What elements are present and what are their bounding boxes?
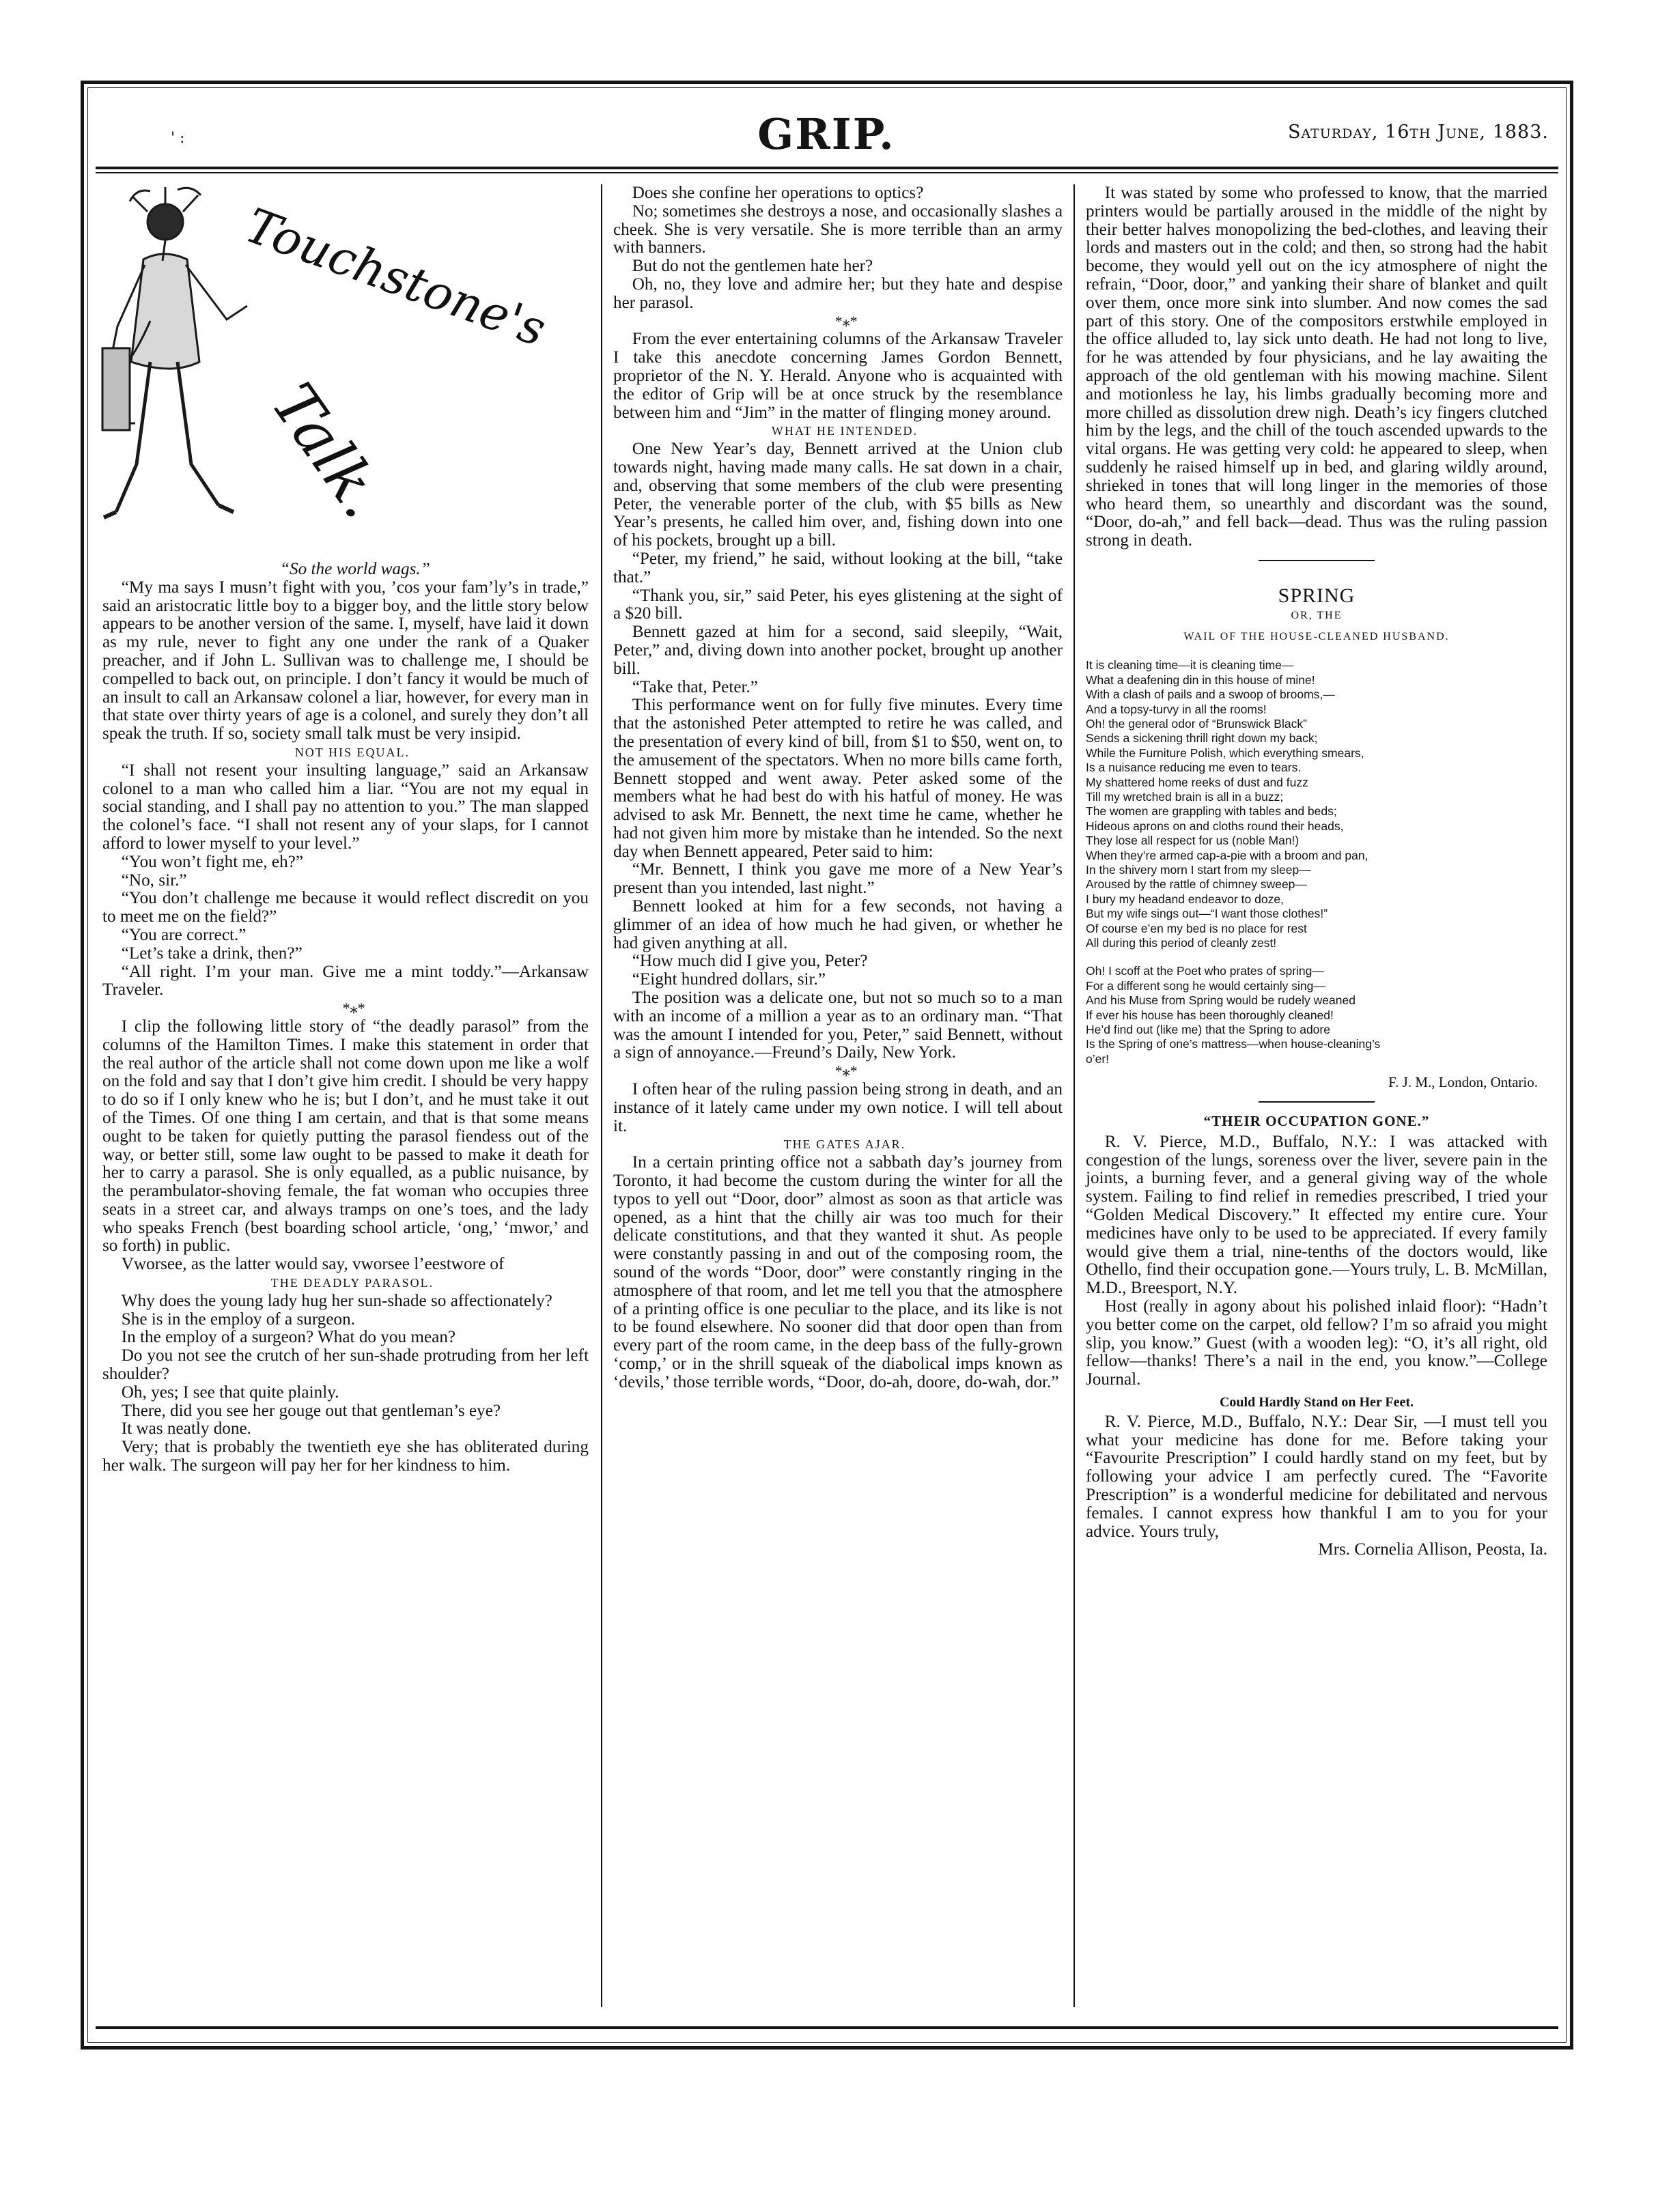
jester-figure-icon [102, 184, 554, 556]
poem-line: Oh! I scoff at the Poet who prates of spring— [1086, 964, 1324, 978]
poem-stanza [1086, 964, 1547, 1066]
masthead-marks: ' : [171, 130, 185, 147]
section-rule [1259, 1101, 1375, 1103]
poem-line: When they’re armed cap-a-pie with a broom and pan, [1086, 848, 1368, 862]
poem-line: Aroused by the rattle of chimney sweep— [1086, 877, 1307, 892]
advertisement-body: R. V. Pierce, M.D., Buffalo, N.Y.: I was attacked with congestion of the lungs, soreness over the liver, severe pain in the joints, a burning fever, and a general giving way of the whole system. Failing to find relief in remedies prescribed, I tried your “Golden Medical Discovery.” It effected my entire cure. Your medicines have only to be used to be appreciated. If every family would give them a trial, nine-tenths of the doctors would, like Othello, find their occupation gone.—Yours truly, L. B. McMillan, M.D., Breesport, N.Y. [1086, 1132, 1547, 1298]
paragraph: “You don’t challenge me because it would reflect discredit on you to meet me on the field?” [102, 889, 589, 926]
poem-line: For a different song he would certainly sing— [1086, 978, 1325, 993]
paragraph: It was stated by some who professed to know, that the married printers would be partially aroused in the middle of the night by their better halves monopolizing the bed-clothes, and leaving their lords and masters out in the cold; and then, so strong had the habit become, they would yell out on the icy atmosphere of night the refrain, “Door, door,” and yanking their share of blanket and quilt over them, once more sink into slumber. And now comes the sad part of this story. One of the compositors erstwhile employed in the office alluded to, lay sick unto death. He had not long to live, for he was attended by four physicians, and he lay awaiting the approach of the old gentleman with his mowing machine. Silent and motionless he lay, his limbs gradually becoming more and more chilled as dissolution drew nigh. Death’s icy fingers clutched him by the legs, and the chill of the touch ascended upwards to the vital organs. He was getting very cold: he appeared to sleep, when suddenly he raised himself up in bed, and glaring wildly around, shrieked in tones that will long linger in the memories of those who heard them, so unearthly and discordant was the sound, “Door, do-ah,” and fell back—dead. Thus was the ruling passion strong in death. [1086, 184, 1547, 550]
paragraph: In a certain printing office not a sabbath day’s journey from Toronto, it had become the custom during the winter for all the typos to yell out “Door, door” almost as soon as that article was opened, as a hint that the chilly air was too much for their delicate constitutions, and that they wanted it shut. As people were constantly passing in and out of the composing room, the sound of the words “Door, door” were constantly ringing in the atmosphere of that room, and let me tell you that the atmosphere of a printing office is one peculiar to the place, and its like is not to be found elsewhere. No sooner did that door open than from every part of the room came, in the deep bass of the fully-grown ‘comp,’ or in the shrill squeak of the diabolical imps known as ‘devils,’ those terrible words, “Door, do-ah, doore, do-wah, dor.” [613, 1153, 1063, 1391]
paragraph: “Mr. Bennett, I think you gave me more of a New Year’s present than you intended, last night.” [613, 860, 1063, 898]
paragraph: “I shall not resent your insulting language,” said an Arkansaw colonel to a man who called him a liar. “You are not my equal in social standing, and I shall pay no attention to you.” The man slapped the colonel’s face. “I shall not resent any of your slaps, for I cannot afford to lower myself to your level.” [102, 761, 589, 853]
poem-line: I bury my headand endeavor to doze, [1086, 892, 1284, 906]
paragraph: In the employ of a surgeon? What do you mean? [121, 1328, 456, 1347]
poem-line: If ever his house has been thoroughly cleaned! [1086, 1008, 1334, 1022]
paragraph: Does she confine her operations to optics? [632, 184, 924, 202]
svg-text:Talk.: Talk. [257, 370, 399, 531]
bottom-rule [96, 2026, 1558, 2029]
advertisement-body: R. V. Pierce, M.D., Buffalo, N.Y.: Dear Sir, —I must tell you what your medicine has done for me. Before taking your “Favourite Prescription” I could hardly stand on my feet, but by following your advice I am perfectly cured. The “Favorite Prescription” is a wonderful medicine for debilitated and nervous females. I cannot express how thankful I am to you for your advice. Yours truly, [1086, 1412, 1547, 1541]
poem-subtitle: WAIL OF THE HOUSE-CLEANED HUSBAND. [1183, 630, 1450, 642]
masthead-rule [96, 167, 1558, 169]
svg-text:Touchstone's: Touchstone's [238, 197, 554, 358]
paragraph: “Let’s take a drink, then?” [121, 944, 303, 963]
poem-line: o’er! [1086, 1051, 1110, 1066]
subheading: WHAT HE INTENDED. [771, 424, 918, 438]
paragraph: I often hear of the ruling passion being strong in death, and an instance of it lately came under my own notice. I will tell about it. [613, 1080, 1063, 1135]
section-rule [1259, 560, 1375, 561]
paragraph: “My ma says I musn’t fight with you, ’cos your fam’ly’s in trade,” said an aristocratic little boy to a bigger boy, and the little story below appears to be another version of the same. I, myself, have laid it down as my rule, never to fight any one under the rank of a Quaker preacher, and if John L. Sullivan was to challenge me, I should be compelled to back out, on principle. I don’t fancy it would be much of an insult to call an Arkansaw colonel a liar, however, for every man in that state over thirty years of age is a colonel, and surely they don’t all speak the truth. If so, society small talk must be very insipid. [102, 578, 589, 743]
subheading: THE GATES AJAR. [783, 1137, 906, 1152]
masthead-date: Saturday, 16th June, 1883. [1287, 122, 1549, 143]
paragraph: One New Year’s day, Bennett arrived at the Union club towards night, having made many calls. He sat down in a chair, and, observing that some members of the club were presenting Peter, the venerable porter of the club, with $5 bills as New Year’s presents, he called him over, and, fishing down into one of his pockets, brought up a bill. [613, 440, 1063, 550]
paragraph: Why does the young lady hug her sun-shade so affectionately? [121, 1291, 552, 1310]
paragraph: “All right. I’m your man. Give me a mint toddy.”—Arkansaw Traveler. [102, 962, 589, 999]
poem-line: With a clash of pails and a swoop of brooms,— [1086, 687, 1335, 702]
paragraph: She is in the employ of a surgeon. [121, 1309, 356, 1329]
poem-line: And a topsy-turvy in all the rooms! [1086, 702, 1267, 716]
poem-line: Hideous aprons on and cloths round their heads, [1086, 819, 1344, 833]
poem-line: In the shivery morn I start from my sleep— [1086, 863, 1311, 877]
paragraph: It was neatly done. [121, 1419, 251, 1438]
section-divider-stars: *⁎* [834, 1062, 858, 1080]
poem-line: Is a nuisance reducing me even to tears. [1086, 761, 1302, 775]
paragraph: Do you not see the crutch of her sun-shade protruding from her left shoulder? [102, 1346, 589, 1384]
poem-line: They lose all respect for us (noble Man!) [1086, 834, 1300, 848]
poem-line: Till my wretched brain is all in a buzz; [1086, 789, 1284, 804]
advertisement-signature: Mrs. Cornelia Allison, Peosta, Ia. [1318, 1540, 1547, 1559]
subheading: NOT HIS EQUAL. [294, 745, 410, 759]
advertisement-heading: “THEIR OCCUPATION GONE.” [1203, 1113, 1430, 1130]
masthead [96, 109, 1557, 164]
poem-line: And his Muse from Spring would be rudely weaned [1086, 993, 1356, 1008]
section-divider-stars: *⁎* [834, 312, 858, 330]
poem-line: All during this period of cleanly zest! [1086, 936, 1277, 950]
paragraph: There, did you see her gouge out that gentleman’s eye? [121, 1401, 501, 1420]
paragraph: Oh, yes; I see that quite plainly. [121, 1382, 339, 1402]
poem-line: While the Furniture Polish, which everything smears, [1086, 746, 1364, 760]
poem-line: Oh! the general odor of “Brunswick Black” [1086, 716, 1307, 731]
illustration-caption: “So the world wags.” [279, 560, 430, 578]
column-2 [613, 184, 1063, 2021]
paragraph: This performance went on for fully five minutes. Every time that the astonished Peter attempted to retire he was called, and the presentation of every kind of bill, from $1 to $50, went on, to the amusement of the spectators. When no more bills came forth, Bennett stopped and went away. Peter asked some of the members what he had best do with his hatful of money. He was advised to ask Mr. Bennett, the next time he came, whether he had not given him more by mistake than he intended. So the next day when Bennett appeared, Peter said to him: [613, 696, 1063, 861]
column-divider [601, 184, 602, 2007]
column-3 [1086, 184, 1547, 2021]
paragraph: Bennett looked at him for a few seconds, not having a glimmer of an idea of how much he had given, or whether he had given anything at all. [613, 897, 1063, 952]
paragraph: Host (really in agony about his polished inlaid floor): “Hadn’t you better come on the carpet, old fellow? I’m so afraid you might slip, you know.” Guest (with a wooden leg): “O, it’s all right, old fellow—thanks! There’s a nail in the end, you know.”—College Journal. [1086, 1297, 1547, 1389]
poem-line: But my wife sings out—“I want those clothes!” [1086, 907, 1328, 921]
paragraph: Very; that is probably the twentieth eye she has obliterated during her walk. The surgeon will pay her for her kindness to him. [102, 1438, 589, 1475]
paragraph: Bennett gazed at him for a second, said sleepily, “Wait, Peter,” and, diving down into another pocket, brought up another bill. [613, 623, 1063, 678]
paragraph: “You are correct.” [121, 925, 247, 944]
paragraph: From the ever entertaining columns of the Arkansaw Traveler I take this anecdote concerning James Gordon Bennett, proprietor of the N. Y. Herald. Anyone who is acquainted with the editor of Grip will be at once struck by the resemblance between him and “Jim” in the matter of flinging money around. [613, 330, 1063, 422]
paragraph: “Thank you, sir,” said Peter, his eyes glistening at the sight of a $20 bill. [613, 586, 1063, 623]
paragraph: “Take that, Peter.” [632, 677, 758, 696]
advertisement-heading: Could Hardly Stand on Her Feet. [1219, 1395, 1414, 1410]
touchstone-illustration [102, 184, 589, 556]
poem-line: What a deafening din in this house of mine! [1086, 672, 1315, 687]
paragraph: “Peter, my friend,” he said, without looking at the bill, “take that.” [613, 549, 1063, 586]
poem-or: OR, THE [1291, 609, 1343, 621]
poem-line: Of course e’en my bed is no place for rest [1086, 921, 1307, 935]
poem-signature: F. J. M., London, Ontario. [1388, 1074, 1538, 1091]
column-1 [102, 184, 589, 2021]
paragraph: “No, sir.” [121, 870, 187, 890]
masthead-rule-thin [96, 172, 1558, 173]
column-divider [1073, 184, 1075, 2007]
paragraph: “How much did I give you, Peter? [632, 952, 868, 971]
subheading: THE DEADLY PARASOL. [270, 1276, 434, 1290]
paragraph: “You won’t fight me, eh?” [121, 852, 304, 871]
poem-line: He’d find out (like me) that the Spring to adore [1086, 1023, 1330, 1037]
poem-line: My shattered home reeks of dust and fuzz [1086, 775, 1308, 789]
paragraph: But do not the gentlemen hate her? [632, 257, 873, 276]
poem-line: Is the Spring of one’s mattress—when house-cleaning’s [1086, 1037, 1381, 1051]
paragraph: The position was a delicate one, but not so much so to a man with an income of a million a year as to an ordinary man. “That was the amount I intended for you, Peter,” said Bennett, without a sign of annoyance.—Freund’s Daily, New York. [613, 989, 1063, 1062]
section-divider-stars: *⁎* [342, 999, 365, 1017]
paragraph: No; sometimes she destroys a nose, and occasionally slashes a cheek. She is very versatile. She is more terrible than an army with banners. [613, 201, 1063, 257]
masthead-title: GRIP. [757, 109, 895, 159]
paragraph: Vworsee, as the latter would say, vworsee l’eestwore of [121, 1255, 505, 1274]
poem-line: The women are grappling with tables and beds; [1086, 804, 1337, 819]
poem-stanza [1086, 658, 1547, 950]
poem-title: SPRING [1278, 584, 1356, 607]
paragraph: Oh, no, they love and admire her; but they hate and despise her parasol. [613, 274, 1063, 312]
poem-line: It is cleaning time—it is cleaning time— [1086, 658, 1294, 672]
paragraph: “Eight hundred dollars, sir.” [632, 970, 826, 989]
poem-line: Sends a sickening thrill right down my back; [1086, 731, 1318, 746]
paragraph: I clip the following little story of “the deadly parasol” from the columns of the Hamilton Times. I make this statement in order that the real author of the article shall not come down upon me like a wolf on the fold and say that I don’t give him credit. I should be very happy to do so if I only knew who he is; but I don’t, and he must take it out of the Times. Of one thing I am certain, and that is that some means ought to be taken for quietly putting the parasol fiendess out of the way, or better still, some law ought to be passed to make it death for her to carry a parasol. She is only equalled, as a public nuisance, by the perambulator-shoving female, the fat woman who occupies three seats in a street car, and always tramps on one’s toes, and the lady who speaks French (best boarding school article, ‘ong,’ ‘mwor,’ and so forth) in public. [102, 1017, 589, 1256]
